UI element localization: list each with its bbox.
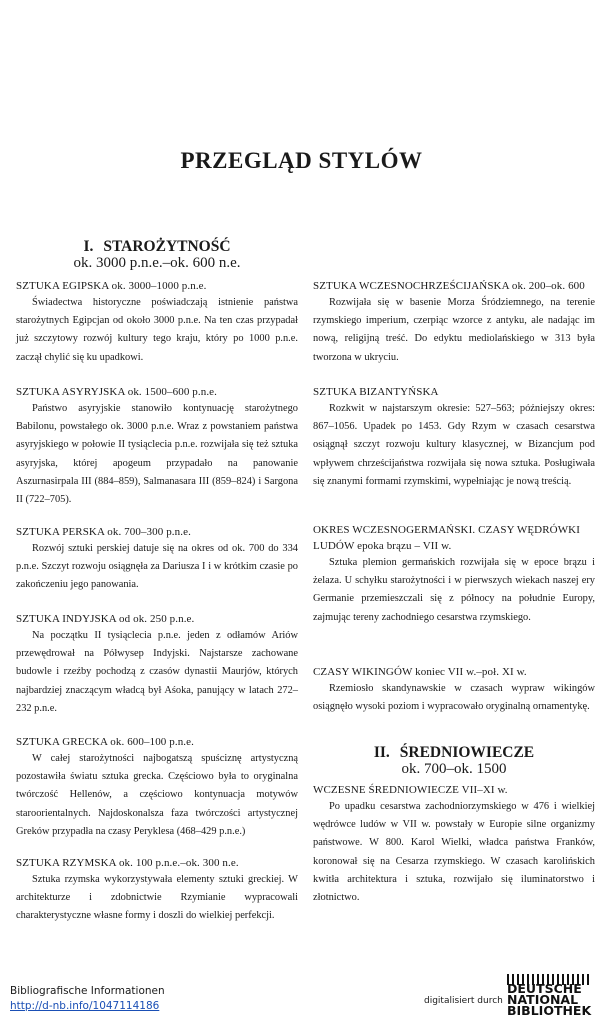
section-heading: OKRES WCZESNOGERMAŃSKI. CZASY WĘDRÓWKI LUDÓW epoka brązu – VII w. <box>313 524 580 552</box>
footer-link[interactable]: http://d-nb.info/1047114186 <box>10 1000 160 1012</box>
section-early-germanic <box>313 522 595 627</box>
page-title: PRZEGLĄD STYLÓW <box>180 148 423 173</box>
part-name: ŚREDNIOWIECZE <box>399 744 535 761</box>
section-body: Po upadku cesarstwa zachodniorzymskiego w 476 i wielkiej wędrówce ludów w VII w. powstały w Europie silne organizmy państwowe. W 800. Karol Wielki, władca państwa Franków, koronował się na Cesarza rzymskiego. W czasach karolińskich kwitła architektura i sztuka, rozwijało się iluminatorstwo i złotnictwo. <box>313 801 595 904</box>
section-body: Rzemiosło skandynawskie w czasach wypraw wikingów osiągnęło wysoki poziom i wypracowało oryginalną ornamentykę. <box>313 683 595 713</box>
section-body: Sztuka rzymska wykorzystywała elementy sztuki greckiej. W architekturze i zdobnictwie Rzymianie wypracowali charakterystyczne własne formy i doszli do wielkiej perfekcji. <box>16 874 298 922</box>
section-egyptian <box>16 278 298 367</box>
section-body: Rozwijała się w basenie Morza Śródziemnego, na terenie rzymskiego imperium, czerpiąc wzorce z antyku, ale nadając im nową, religijną treść. Do edyktu mediolańskiego w 313 była tworzona w ukryciu. <box>313 297 595 363</box>
section-vikings <box>313 664 595 716</box>
section-heading: CZASY WIKINGÓW koniec VII w.–poł. XI w. <box>313 666 527 678</box>
part-number: I. <box>83 238 94 255</box>
part-number: II. <box>373 744 390 761</box>
section-byzantine <box>313 384 595 491</box>
section-greek <box>16 734 298 841</box>
logo-line-1: DEUTSCHE <box>507 981 582 996</box>
part-range: ok. 700–ok. 1500 <box>401 761 507 777</box>
section-heading: WCZESNE ŚREDNIOWIECZE VII–XI w. <box>313 784 508 796</box>
section-early-middle-ages <box>313 782 595 907</box>
section-assyrian <box>16 384 298 509</box>
section-early-christian <box>313 278 595 367</box>
section-body: Sztuka plemion germańskich rozwijała się w epoce brązu i żelaza. U schyłku starożytności i w pierwszych wiekach naszej ery Germanie przemieszczali się z północy na południe Europy, zajmując tereny zachodniego cesarstwa rzymskiego. <box>313 557 595 623</box>
part-heading-antiquity <box>16 238 298 272</box>
part-name: STAROŻYTNOŚĆ <box>103 238 231 255</box>
part-range: ok. 3000 p.n.e.–ok. 600 n.e. <box>73 255 241 271</box>
section-heading: SZTUKA PERSKA ok. 700–300 p.n.e. <box>16 526 191 538</box>
section-heading: SZTUKA GRECKA ok. 600–100 p.n.e. <box>16 736 194 748</box>
section-body: Rozkwit w najstarszym okresie: 527–563; późniejszy okres: 867–1056. Upadek po 1453. Gdy Rzym w czasach cesarstwa osiągnął szczyt rozwoju kultury klasycznej, w Bizancjum pod wpływem chrześcijaństwa rozwijała się nowa sztuka. Posługiwała się znanymi formami rzymskimi, wypełniając je nową treścią. <box>313 403 595 487</box>
digitized-by-label: digitalisiert durch <box>424 996 503 1006</box>
section-body: Państwo asyryjskie stanowiło kontynuację starożytnego Babilonu, powstałego ok. 3000 p.n.e. Wraz z powstaniem państwa asyryjskiego w połowie II tysiąclecia p.n.e. rozwijała się też sztuka asyryjska, której apogeum przypadało na panowanie Aszurnasirpala III (884–859), Salmanasara III (859–824) i Sargona II (722–705). <box>16 403 298 506</box>
section-persian <box>16 524 298 595</box>
section-body: Na początku II tysiąclecia p.n.e. jeden z odłamów Ariów przewędrował na Półwysep Indyjski. Najstarsze zachowane budowle i rzeźby pochodzą z czasów dynastii Maurjów, których najbardziej znaczącym władcą był Aśoka, panujący w latach 272–232 p.n.e. <box>16 630 298 714</box>
section-body: W całej starożytności najbogatszą spuściznę artystyczną pozostawiła światu sztuka grecka. Częściowo była to oryginalna twórczość Hellenów, a częściowo kontynuacja motywów staroorientalnych. Najdoskonalsza faza twórczości artystycznej Greków przypadła na czasy Peryklesa (468–429 p.n.e.) <box>16 753 298 837</box>
logo-line-2: NATIONAL <box>507 992 579 1007</box>
part-heading-middle-ages <box>313 744 595 778</box>
section-heading: SZTUKA RZYMSKA ok. 100 p.n.e.–ok. 300 n.e. <box>16 857 239 869</box>
section-body: Rozwój sztuki perskiej datuje się na okres od ok. 700 do 334 p.n.e. Szczyt rozwoju osiągnęła za Dariusza I i w krótkim czasie po zakończeniu jego panowania. <box>16 543 298 591</box>
section-heading: SZTUKA INDYJSKA od ok. 250 p.n.e. <box>16 613 195 625</box>
section-heading: SZTUKA ASYRYJSKA ok. 1500–600 p.n.e. <box>16 386 218 398</box>
section-heading: SZTUKA BIZANTYŃSKA <box>313 386 439 398</box>
logo-line-3: BIBLIOTHEK <box>507 1003 592 1018</box>
section-body: Świadectwa historyczne poświadczają istnienie państwa starożytnych Egipcjan od około 3000 p.n.e. Na ten czas przypadał już szczytowy rozwój kultury tego kraju, który po 1000 p.n.e. zaczął chylić się ku upadkowi. <box>16 297 298 363</box>
footer-info: Bibliografische Informationen <box>10 985 165 997</box>
section-indian <box>16 611 298 718</box>
dnb-logo <box>507 972 593 1018</box>
section-heading: SZTUKA EGIPSKA ok. 3000–1000 p.n.e. <box>16 280 207 292</box>
section-roman <box>16 855 298 926</box>
section-heading: SZTUKA WCZESNOCHRZEŚCIJAŃSKA ok. 200–ok. 600 <box>313 280 585 292</box>
